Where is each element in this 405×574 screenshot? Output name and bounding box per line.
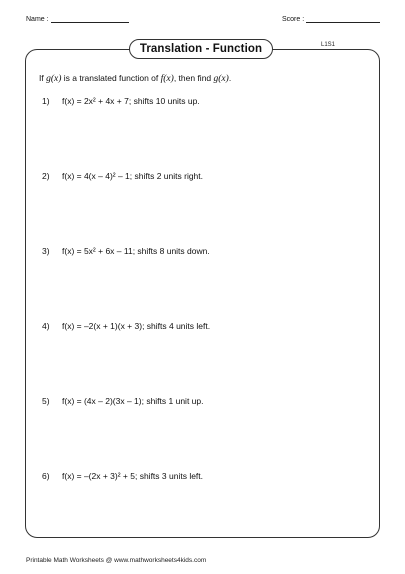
problem-number: 1) (42, 96, 50, 106)
name-input-line[interactable] (51, 14, 129, 23)
footer-credit: Printable Math Worksheets @ www.mathworksheets4kids.com (26, 557, 207, 564)
problem-1 (42, 96, 200, 106)
instruction-middle: is a translated function of (61, 73, 161, 83)
problem-expression: f(x) = 4(x – 4)² – 1; shifts 2 units right. (62, 171, 204, 181)
instruction-period: . (228, 73, 232, 83)
instruction-suffix: , then find (173, 73, 214, 83)
problem-expression: f(x) = 2x² + 4x + 7; shifts 10 units up. (62, 96, 200, 106)
instruction-fx: f(x) (160, 74, 174, 84)
instruction-text (39, 73, 231, 84)
instruction-prefix: If (39, 73, 47, 83)
score-field[interactable] (282, 14, 380, 23)
worksheet-title: Translation - Function (129, 39, 273, 59)
score-input-line[interactable] (306, 14, 380, 23)
problem-number: 3) (42, 246, 50, 256)
problem-expression: f(x) = (4x – 2)(3x – 1); shifts 1 unit up. (62, 396, 204, 406)
problem-number: 2) (42, 171, 50, 181)
name-label: Name : (26, 16, 49, 23)
problem-3 (42, 246, 210, 256)
problem-number: 6) (42, 471, 50, 481)
problem-expression: f(x) = –(2x + 3)² + 5; shifts 3 units left. (62, 471, 204, 481)
problem-number: 5) (42, 396, 50, 406)
problem-6 (42, 471, 203, 481)
name-field[interactable] (26, 14, 129, 23)
worksheet-frame (25, 49, 380, 538)
problem-number: 4) (42, 321, 50, 331)
worksheet-code: L1S1 (321, 42, 336, 48)
problem-4 (42, 321, 210, 331)
score-label: Score : (282, 16, 305, 23)
instruction-gx: g(x) (46, 74, 62, 84)
problem-2 (42, 171, 203, 181)
problem-expression: f(x) = 5x² + 6x – 11; shifts 8 units down. (62, 246, 210, 256)
problem-5 (42, 396, 204, 406)
instruction-gx-2: g(x) (213, 74, 229, 84)
problem-expression: f(x) = –2(x + 1)(x + 3); shifts 4 units left. (62, 321, 211, 331)
